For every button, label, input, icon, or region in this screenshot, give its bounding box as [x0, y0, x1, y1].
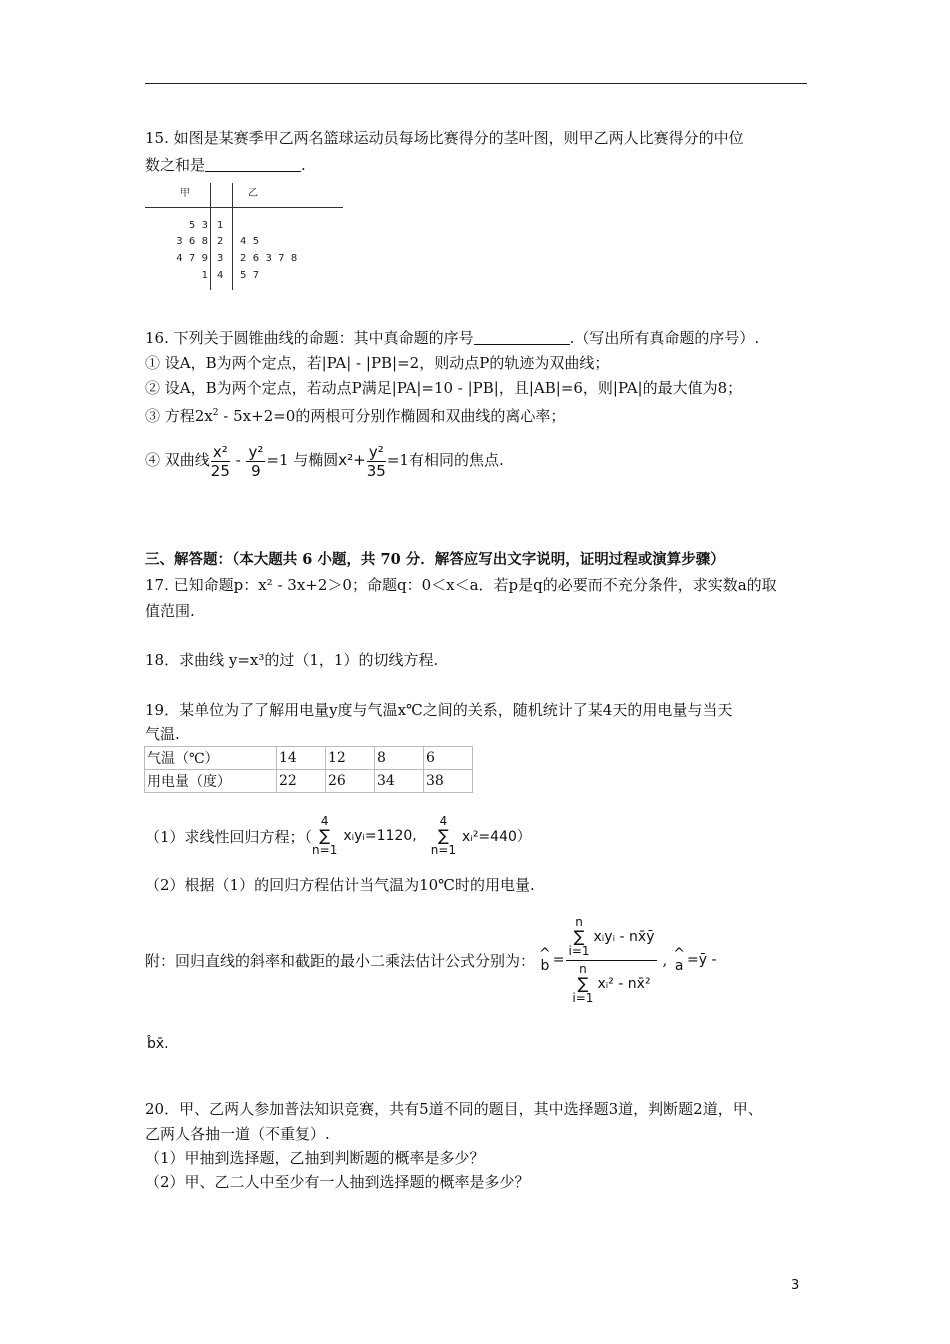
stemleaf-vline1 [210, 183, 211, 290]
appendix-text: 附：回归直线的斜率和截距的最小二乘法估计公式分别为： [145, 951, 536, 970]
q19-line2: 气温. [145, 725, 180, 743]
stemleaf-vline2 [232, 183, 233, 290]
q16-answer-blank [474, 330, 570, 345]
q16-item1: ① 设A，B为两个定点，若|PA| - |PB|=2，则动点P的轨迹为双曲线； [145, 354, 610, 372]
b-hat: ^ b [539, 946, 551, 974]
table-cell: 14 [277, 747, 326, 770]
table-cell: 12 [326, 747, 375, 770]
q16-line1-text: 16. 下列关于圆锥曲线的命题：其中真命题的序号 [145, 329, 474, 347]
sum-num-top: n [575, 914, 583, 929]
frac2-num: y² [248, 442, 264, 461]
table-cell: 6 [424, 747, 473, 770]
temperature-usage-table [144, 746, 473, 793]
stemleaf-stem-2: 2 [217, 236, 224, 247]
stemleaf-stem-3: 3 [217, 253, 224, 264]
stemleaf-stem-4: 4 [217, 270, 224, 281]
stemleaf-left-4: 1 [201, 270, 208, 281]
stemleaf-right-4: 5 7 [240, 270, 260, 281]
q17-line1: 17. 已知命题p：x² - 3x+2＞0；命题q：0＜x＜a．若p是q的必要而不充分条件，求实数a的取 [145, 576, 777, 594]
a-hat: ^ a [673, 946, 686, 974]
q16-item3-b: - 5x+2=0的两根可分别作椭圆和双曲线的离心率； [218, 407, 566, 425]
sum1: 4 ∑ n=1 [312, 814, 338, 857]
q19-sub1-text: （1）求线性回归方程；（ [145, 827, 313, 846]
stemleaf-hline [145, 207, 343, 208]
stemleaf-stem-1: 1 [217, 220, 224, 231]
b-hat-letter: b [540, 958, 550, 974]
table-cell-label: 气温（℃） [145, 747, 277, 770]
stemleaf-left-1: 5 3 [188, 220, 208, 231]
q16-item4-b: =1 与椭圆 [266, 451, 339, 469]
frac3-num: y² [368, 442, 384, 461]
sum2-expr: xᵢ²=440） [462, 829, 531, 845]
fraction-x2-25 [211, 443, 230, 480]
frac1-num: x² [212, 442, 228, 461]
q16-item2: ② 设A，B为两个定点，若动点P满足|PA|=10 - |PB|，且|AB|=6，则|PA|的最大值为8； [145, 379, 743, 397]
q15-line1: 15. 如图是某赛季甲乙两名篮球运动员每场比赛得分的茎叶图，则甲乙两人比赛得分的中位 [145, 129, 744, 147]
q20-line2: 乙两人各抽一道（不重复）. [145, 1125, 330, 1143]
a-rhs: =ȳ - [687, 952, 717, 968]
q16-line1-end: .（写出所有真命题的序号）. [569, 329, 760, 347]
q19-sub1 [145, 808, 531, 864]
stemleaf-left-3: 4 7 9 [176, 253, 208, 264]
frac3-den: 35 [366, 461, 386, 480]
q19-appendix: 附：回归直线的斜率和截距的最小二乘法估计公式分别为： ^ b = n ∑ i=1 xᵢyᵢ - nx̄ȳ n ∑ i=1 xᵢ² - nx̄² , ^ a =ȳ - [145, 914, 717, 1005]
sum1-top: 4 [320, 814, 329, 828]
q16-item4-a: ④ 双曲线 [145, 451, 210, 469]
sum-den-bot: i=1 [572, 990, 594, 1005]
q15-line2 [145, 155, 306, 175]
table-row [145, 747, 473, 770]
sum-den: n ∑ i=1 [572, 961, 594, 1005]
q15-answer-blank [205, 157, 301, 172]
table-cell: 26 [326, 770, 375, 793]
sum1-bot: n=1 [312, 843, 338, 857]
sum2-bot: n=1 [430, 843, 457, 857]
table-row [145, 770, 473, 793]
header-rule [145, 83, 807, 84]
stemleaf-right-2: 4 5 [240, 236, 260, 247]
stemleaf-head-left: 甲 [180, 188, 190, 199]
b-formula-fraction [566, 916, 656, 1005]
table-cell: 34 [375, 770, 424, 793]
table-cell-label: 用电量（度） [145, 770, 277, 793]
q20-sub2: （2）甲、乙二人中至少有一人抽到选择题的概率是多少？ [145, 1173, 530, 1191]
q20-sub1: （1）甲抽到选择题，乙抽到判断题的概率是多少？ [145, 1149, 485, 1167]
q20-line1: 20．甲、乙两人参加普法知识竞赛，共有5道不同的题目，其中选择题3道，判断题2道，甲、 [145, 1100, 763, 1118]
q19-line1: 19．某单位为了了解用电量y度与气温x℃之间的关系，随机统计了某4天的用电量与当天 [145, 701, 733, 719]
fraction-y2-9 [246, 443, 265, 480]
q16-line1 [145, 328, 759, 348]
q15-line2-text: 数之和是 [145, 156, 206, 174]
table-cell: 8 [375, 747, 424, 770]
stemleaf-left-2: 3 6 8 [176, 236, 208, 247]
b-formula-den [572, 961, 650, 1005]
stemleaf-head-right: 乙 [248, 188, 258, 199]
q18-text: 18．求曲线 y=x³的过（1，1）的切线方程. [145, 651, 439, 669]
sum-num: n ∑ i=1 [568, 914, 590, 958]
sum2: 4 ∑ n=1 [430, 814, 457, 857]
table-cell: 38 [424, 770, 473, 793]
frac1-den: 25 [210, 461, 230, 480]
a-hat-letter: a [674, 958, 684, 974]
table-cell: 22 [277, 770, 326, 793]
sum-den-top: n [579, 961, 587, 976]
q16-item4: ④ 双曲线 $\frac{\text{x²}}{25}$ - $\frac{\text{y²}}{9}$ =1 与椭圆x²+ $\frac{\text{y²}}{35}$ =1有相同的焦点. [145, 442, 504, 480]
q16-item3-a: ③ 方程2x [145, 407, 213, 425]
sum2-top: 4 [439, 814, 448, 828]
section3-heading: 三、解答题：（本大题共 6 小题，共 70 分．解答应写出文字说明，证明过程或演算步骤） [145, 551, 725, 568]
sum-num-bot: i=1 [568, 943, 590, 958]
q19-tail: b̂x̄. [147, 1036, 169, 1052]
fraction-y2-35 [367, 443, 386, 480]
b-formula-num [566, 916, 656, 961]
page-number: 3 [791, 1278, 800, 1293]
q19-sub2: （2）根据（1）的回归方程估计当气温为10℃时的用电量. [145, 876, 535, 894]
q16-item4-c: =1有相同的焦点. [386, 451, 504, 469]
b-den-expr: xᵢ² - nx̄² [597, 975, 651, 992]
q15-line2-end: . [301, 156, 306, 174]
frac2-den: 9 [251, 461, 261, 480]
stemleaf-right-3: 2 6 3 7 8 [240, 253, 298, 264]
q16-item3: ③ 方程$2x^2 - 5x+2=0$的两根可分别作椭圆和双曲线的离心率； [145, 407, 566, 425]
sum1-expr: xᵢyᵢ=1120, [343, 828, 417, 844]
ellipse-x2: x²+ [338, 451, 366, 469]
b-num-expr: xᵢyᵢ - nx̄ȳ [593, 928, 655, 945]
q17-line2: 值范围. [145, 602, 195, 620]
